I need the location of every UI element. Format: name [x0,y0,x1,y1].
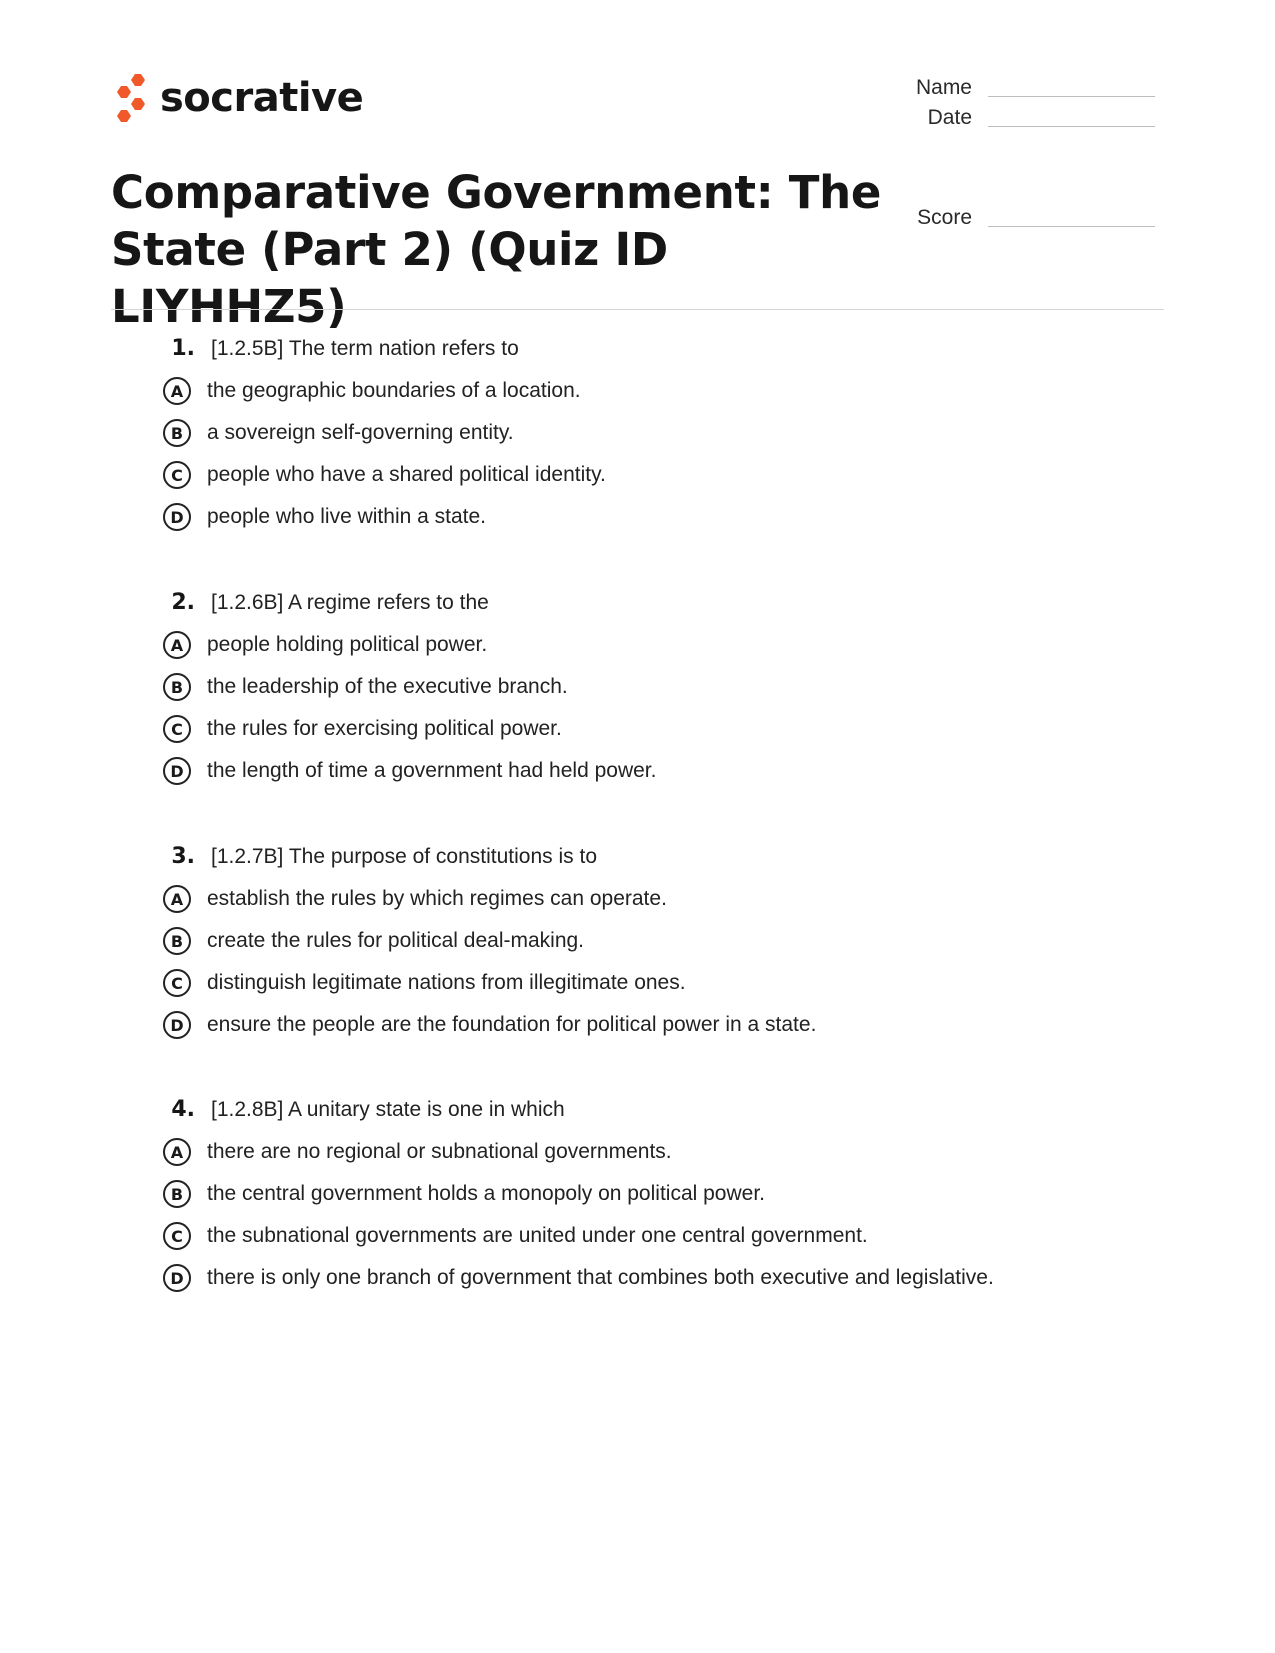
answer-bubble[interactable]: C [163,1222,191,1250]
option-c[interactable] [163,708,1163,750]
name-label: Name [915,76,972,99]
option-text: the subnational governments are united under one central government. [207,1224,868,1247]
question-number: 2. [171,590,195,615]
answer-bubble[interactable]: A [163,885,191,913]
header-divider [111,309,1164,310]
option-text: the rules for exercising political power. [207,717,562,740]
option-d[interactable] [163,750,1163,792]
answer-bubble[interactable]: A [163,631,191,659]
option-c[interactable] [163,1215,1163,1257]
answer-bubble[interactable]: B [163,1180,191,1208]
question-text: [1.2.6B] A regime refers to the [211,591,489,614]
option-text: the geographic boundaries of a location. [207,379,581,402]
question-4 [163,1097,1163,1299]
score-label: Score [917,206,972,229]
option-d[interactable] [163,1257,1163,1299]
question-text: [1.2.5B] The term nation refers to [211,337,519,360]
option-b[interactable] [163,412,1163,454]
option-text: create the rules for political deal-making. [207,929,585,952]
name-line [988,95,1155,97]
name-field [882,76,1155,100]
option-text: ensure the people are the foundation for political power in a state. [207,1013,817,1036]
option-text: establish the rules by which regimes can operate. [207,887,667,910]
question-2 [163,590,1163,792]
option-text: the leadership of the executive branch. [207,675,568,698]
option-text: people who have a shared political identity. [207,463,606,486]
option-text: distinguish legitimate nations from illegitimate ones. [207,971,686,994]
option-d[interactable] [163,1004,1163,1046]
question-text: [1.2.7B] The purpose of constitutions is to [211,845,598,868]
option-text: a sovereign self-governing entity. [207,421,514,444]
date-line [988,125,1155,127]
question-number: 1. [171,336,195,361]
question-text: [1.2.8B] A unitary state is one in which [211,1098,565,1121]
answer-bubble[interactable]: A [163,1138,191,1166]
answer-bubble[interactable]: C [163,461,191,489]
option-text: there are no regional or subnational governments. [207,1140,672,1163]
question-3 [163,844,1163,1046]
option-text: the central government holds a monopoly on political power. [207,1182,765,1205]
option-c[interactable] [163,962,1163,1004]
question-1 [163,336,1163,538]
answer-bubble[interactable]: D [163,503,191,531]
hexagon-cluster-icon [111,73,151,123]
answer-bubble[interactable]: C [163,969,191,997]
answer-bubble[interactable]: B [163,673,191,701]
option-c[interactable] [163,454,1163,496]
question-number: 3. [171,844,195,869]
option-b[interactable] [163,1173,1163,1215]
score-field [882,206,1155,230]
option-a[interactable] [163,370,1163,412]
answer-bubble[interactable]: A [163,377,191,405]
option-b[interactable] [163,666,1163,708]
answer-bubble[interactable]: B [163,419,191,447]
score-line [988,225,1155,227]
answer-bubble[interactable]: D [163,1011,191,1039]
option-text: people holding political power. [207,633,488,656]
socrative-logo [111,72,363,124]
option-a[interactable] [163,624,1163,666]
question-number: 4. [171,1097,195,1122]
answer-bubble[interactable]: D [163,757,191,785]
option-text: there is only one branch of government that combines both executive and legislative. [207,1266,994,1289]
quiz-title: Comparative Government: The State (Part 2) (Quiz ID LIYHHZ5) [111,166,882,333]
option-b[interactable] [163,920,1163,962]
option-text: the length of time a government had held power. [207,759,657,782]
option-a[interactable] [163,878,1163,920]
brand-name: socrative [160,75,364,121]
date-field [882,106,1155,130]
answer-bubble[interactable]: C [163,715,191,743]
option-d[interactable] [163,496,1163,538]
option-a[interactable] [163,1131,1163,1173]
option-text: people who live within a state. [207,505,486,528]
date-label: Date [927,106,972,129]
answer-bubble[interactable]: B [163,927,191,955]
answer-bubble[interactable]: D [163,1264,191,1292]
